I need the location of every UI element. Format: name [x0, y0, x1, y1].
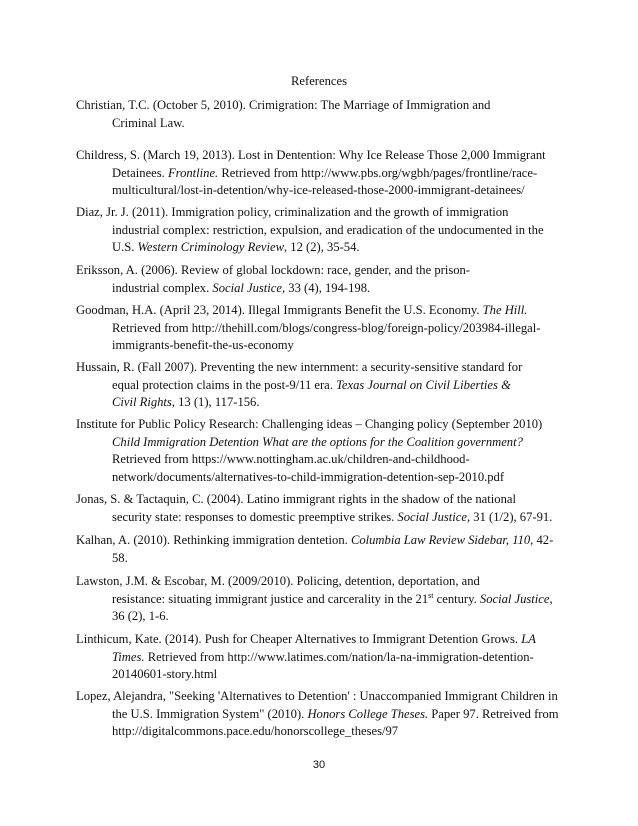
- reference-entry: [76, 302, 576, 355]
- reference-entry: [76, 532, 576, 567]
- reference-line: Goodman, H.A. (April 23, 2014). Illegal Immigrants Benefit the U.S. Economy. The Hill.: [76, 303, 528, 317]
- reference-line: equal protection claims in the post-9/11 era. Texas Journal on Civil Liberties &: [112, 377, 511, 392]
- reference-line: Christian, T.C. (October 5, 2010). Crimigration: The Marriage of Immigration and: [76, 98, 491, 112]
- reference-entry: [76, 97, 576, 132]
- reference-line: U.S. Western Criminology Review, 12 (2), 35-54.: [112, 240, 360, 255]
- reference-line: Civil Rights, 13 (1), 117-156.: [112, 395, 260, 410]
- reference-entry: [76, 359, 576, 412]
- reference-line: 20140601-story.html: [112, 667, 218, 682]
- reference-entry: [76, 204, 576, 257]
- reference-line: network/documents/alternatives-to-child-immigration-detention-sep-2010.pdf: [112, 469, 505, 484]
- reference-line: the U.S. Immigration System" (2010). Honors College Theses. Paper 97. Retreived from: [112, 706, 559, 721]
- reference-line: 58.: [112, 550, 128, 565]
- reference-line: industrial complex: restriction, expulsion, and eradication of the undocumented in the: [112, 222, 544, 237]
- reference-entry: [76, 416, 576, 486]
- reference-line: multicultural/lost-in-detention/why-ice-released-those-2000-immigrant-detainees/: [112, 183, 525, 198]
- reference-line: industrial complex. Social Justice, 33 (4), 194-198.: [112, 280, 371, 295]
- reference-line: Jonas, S. & Tactaquin, C. (2004). Latino immigrant rights in the shadow of the national: [76, 492, 516, 506]
- references-heading: References: [291, 74, 347, 88]
- page-number: 30: [312, 759, 326, 771]
- reference-line: Linthicum, Kate. (2014). Push for Cheaper Alternatives to Immigrant Detention Grows. LA: [76, 632, 536, 646]
- reference-line: immigrants-benefit-the-us-economy: [112, 338, 294, 353]
- reference-line: Childress, S. (March 19, 2013). Lost in Dentention: Why Ice Release Those 2,000 Immigrant: [76, 148, 546, 162]
- reference-line: 36 (2), 1-6.: [112, 609, 169, 624]
- reference-line: Kalhan, A. (2010). Rethinking immigration dentetion. Columbia Law Review Sidebar, 110, 42-: [76, 533, 554, 547]
- reference-line: Detainees. Frontline. Retrieved from http://www.pbs.org/wgbh/pages/frontline/race-: [112, 165, 538, 180]
- reference-line: Institute for Public Policy Research: Challenging ideas – Changing policy (September 2010): [76, 417, 543, 431]
- reference-line: Retrieved from http://thehill.com/blogs/congress-blog/foreign-policy/203984-illegal-: [112, 320, 541, 335]
- reference-entry: [76, 631, 576, 684]
- reference-line: Criminal Law.: [112, 115, 185, 130]
- reference-line: Lawston, J.M. & Escobar, M. (2009/2010). Policing, detention, deportation, and: [76, 574, 480, 588]
- reference-line: resistance: situating immigrant justice and carcerality in the 21st century. Social Justice,: [112, 590, 553, 606]
- reference-line: Times. Retrieved from http://www.latimes.com/nation/la-na-immigration-detention-: [112, 649, 534, 664]
- reference-line: Child Immigration Detention What are the options for the Coalition government?: [112, 434, 523, 449]
- reference-line: Diaz, Jr. J. (2011). Immigration policy, criminalization and the growth of immigration: [76, 205, 509, 219]
- reference-entry: [76, 147, 576, 200]
- reference-line: http://digitalcommons.pace.edu/honorscollege_theses/97: [112, 724, 399, 739]
- reference-entry: [76, 491, 576, 526]
- reference-line: Lopez, Alejandra, "Seeking 'Alternatives to Detention' : Unaccompanied Immigrant Children in: [76, 689, 558, 703]
- reference-entry: [76, 573, 576, 626]
- reference-line: Retrieved from https://www.nottingham.ac.uk/children-and-childhood-: [112, 452, 470, 467]
- reference-line: Eriksson, A. (2006). Review of global lockdown: race, gender, and the prison-: [76, 263, 471, 277]
- reference-entry: [76, 262, 576, 297]
- reference-line: security state: responses to domestic preemptive strikes. Social Justice, 31 (1/2), 67-91.: [112, 509, 553, 524]
- reference-line: Hussain, R. (Fall 2007). Preventing the new internment: a security-sensitive standard for: [76, 360, 523, 374]
- reference-entry: [76, 688, 576, 741]
